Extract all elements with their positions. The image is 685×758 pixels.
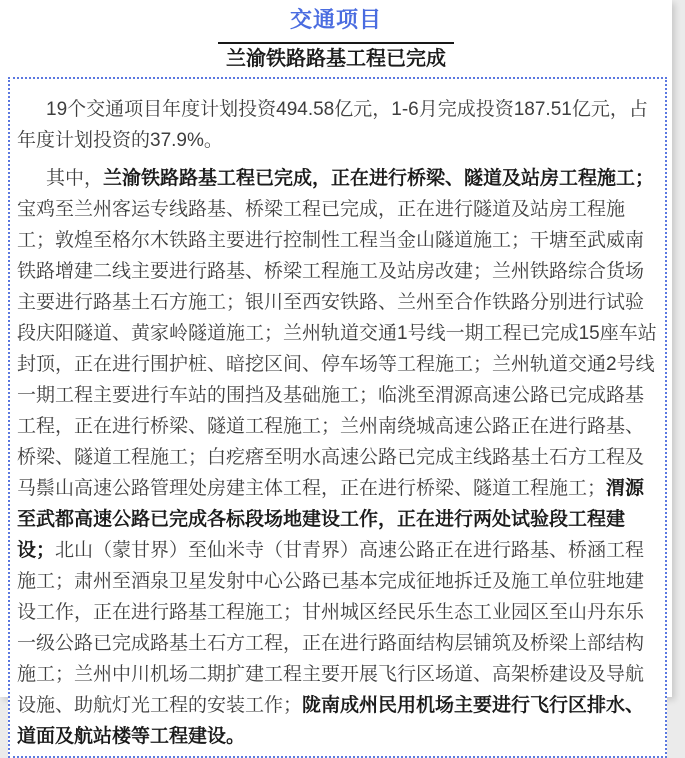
category-title: 交通项目	[289, 7, 382, 32]
segment-investment-figures: 19个交通项目年度计划投资494.58亿元，1-6月完成投资187.51亿元，占年度计划投资的37.9%。	[17, 99, 648, 151]
article-body-box	[8, 77, 667, 758]
segment-longnan-airport-bold: 陇南成州民用机场主要进行飞行区排水、道面及航站楼等工程建设。	[17, 695, 645, 747]
segment-lanyu-railway-bold: 兰渝铁路路基工程已完成，正在进行桥梁、隧道及站房工程施工；	[103, 168, 655, 189]
segment-rail-and-road-projects: 宝鸡至兰州客运专线路基、桥梁工程已完成，正在进行隧道及站房工程施工；敦煌至格尔木铁路主要进行控制性工程当金山隧道施工；干塘至武威南铁路增建二线主要进行路基、桥梁工程施工及站房改建；兰州铁路综合货场主要进行路基土石方施工；银川至西安铁路、兰州至合作铁路分别进行试验段庆阳隧道、黄家岭隧道施工；兰州轨道交通1号线一期工程已完成15座车站封顶，正在进行围护桩、暗挖区间、停车场等工程施工；兰州轨道交通2号线一期工程主要进行车站的围挡及基础施工；临洮至渭源高速公路已完成路基工程，正在进行桥梁、隧道工程施工；兰州南绕城高速公路正在进行路基、桥梁、隧道工程施工；白疙瘩至明水高速公路已完成主线路基土石方工程及马鬃山高速公路管理处房建主体工程，正在进行桥梁、隧道工程施工；	[17, 199, 657, 499]
segment-weiyuan-wudu-expressway-bold: 渭源至武都高速公路已完成各标段场地建设工作，正在进行两处试验段工程建设；	[17, 478, 645, 561]
paragraph-investment-summary	[17, 94, 658, 156]
paragraph-project-details	[17, 163, 658, 752]
segment-qizhong-prefix: 其中，	[46, 168, 104, 189]
category-title-underline	[218, 7, 454, 44]
article-title: 兰渝铁路路基工程已完成	[226, 48, 446, 70]
article-header	[0, 0, 672, 72]
segment-highway-airport-projects: 北山（蒙甘界）至仙米寺（甘青界）高速公路正在进行路基、桥涵工程施工；肃州至酒泉卫星发射中心公路已基本完成征地拆迁及施工单位驻地建设工作，正在进行路基工程施工；甘州城区经民乐生态工业园区至山丹东乐一级公路已完成路基土石方工程，正在进行路面结构层铺筑及桥梁上部结构施工；兰州中川机场二期扩建工程主要开展飞行区场道、高架桥建设及导航设施、助航灯光工程的安装工作；	[17, 540, 645, 716]
